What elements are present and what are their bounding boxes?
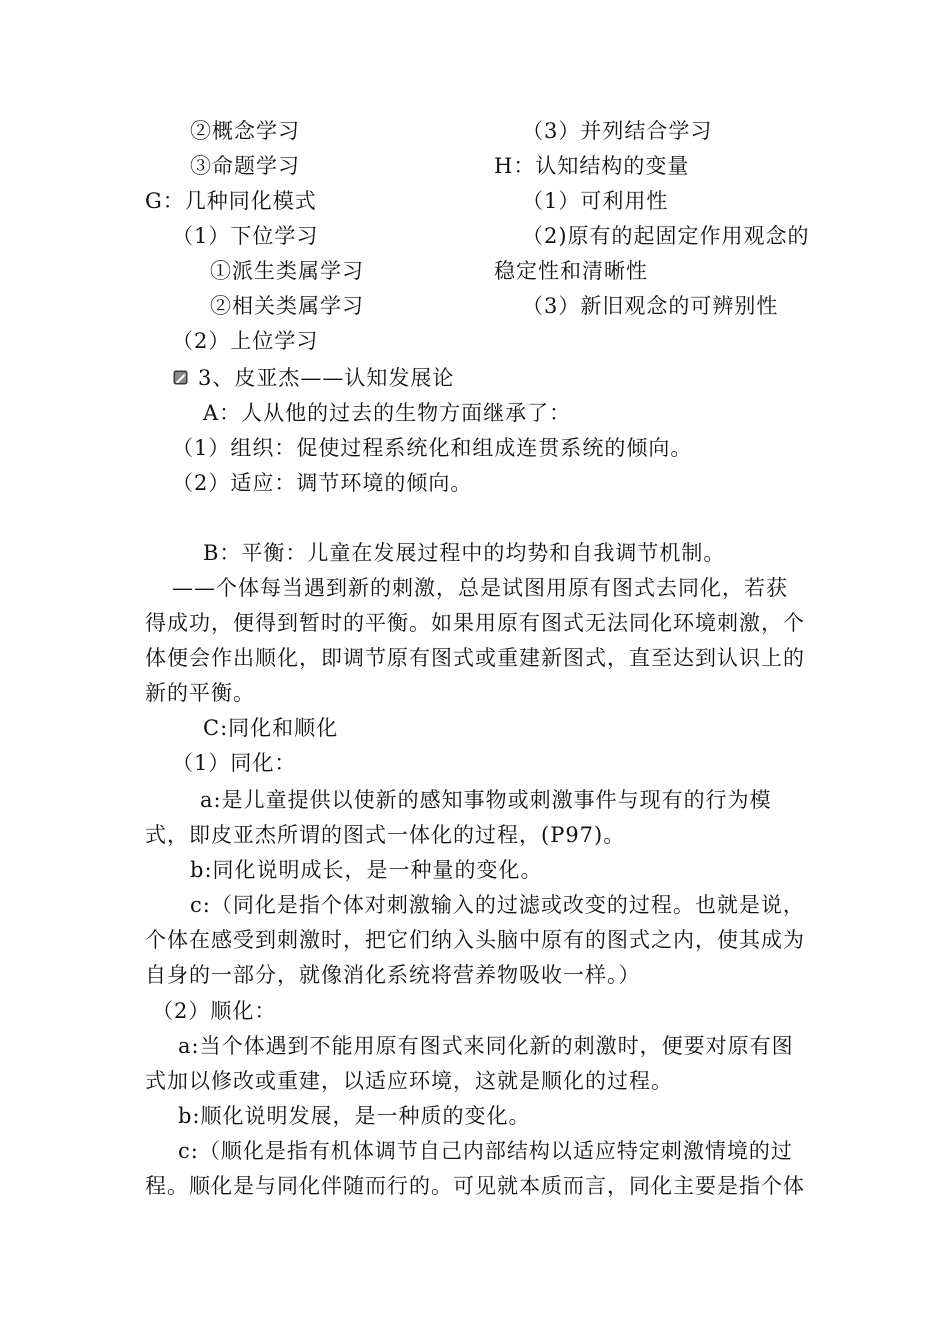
assimilation-a-line-2: 式，即皮亚杰所谓的图式一体化的过程，(P97)。: [145, 823, 626, 847]
cognitive-structure-variables-heading: H：认知结构的变量: [494, 154, 690, 178]
stability-clarity-line: 稳定性和清晰性: [494, 259, 648, 283]
discriminability-line: （3）新旧观念的可辨别性: [522, 294, 779, 318]
assimilation-c-line-3: 自身的一部分，就像消化系统将营养物吸收一样。）: [145, 963, 641, 987]
assimilation-accommodation-heading: C:同化和顺化: [203, 716, 339, 740]
accommodation-c-line-2: 程。顺化是与同化伴随而行的。可见就本质而言，同化主要是指个体: [145, 1174, 805, 1198]
equilibrium-paragraph-line-2: 得成功，便得到暂时的平衡。如果用原有图式无法同化环境刺激，个: [145, 611, 805, 635]
accommodation-c-line-1: c:（顺化是指有机体调节自己内部结构以适应特定刺激情境的过: [178, 1139, 793, 1163]
derivative-subsumption-line: ①派生类属学习: [210, 259, 364, 283]
assimilation-b-line: b:同化说明成长，是一种量的变化。: [190, 858, 543, 882]
proposition-learning-line: ③命题学习: [190, 154, 300, 178]
accommodation-a-line-1: a:当个体遇到不能用原有图式来同化新的刺激时，便要对原有图: [178, 1034, 794, 1058]
equilibrium-line: B：平衡：儿童在发展过程中的均势和自我调节机制。: [203, 541, 726, 565]
assimilation-c-line-1: c:（同化是指个体对刺激输入的过滤或改变的过程。也就是说，: [190, 893, 805, 917]
accommodation-b-line: b:顺化说明发展，是一种质的变化。: [178, 1104, 531, 1128]
equilibrium-paragraph-line-1: ——个体每当遇到新的刺激，总是试图用原有图式去同化，若获: [172, 576, 788, 600]
assimilation-subheading: （1）同化：: [172, 751, 297, 775]
availability-line: （1）可利用性: [522, 189, 669, 213]
equilibrium-paragraph-line-3: 体便会作出顺化，即调节原有图式或重建新图式，直至达到认识上的: [145, 646, 805, 670]
piaget-section-heading: 3、皮亚杰——认知发展论: [198, 366, 455, 390]
equilibrium-paragraph-line-4: 新的平衡。: [145, 681, 255, 705]
combinatorial-learning-line: （3）并列结合学习: [522, 119, 713, 143]
anchoring-idea-line: （2)原有的起固定作用观念的: [522, 224, 810, 248]
pencil-bullet-icon: [173, 370, 188, 385]
adaptation-line: （2）适应：调节环境的倾向。: [172, 471, 473, 495]
concept-learning-line: ②概念学习: [190, 119, 300, 143]
inheritance-line: A：人从他的过去的生物方面继承了：: [203, 401, 572, 425]
organization-line: （1）组织：促使过程系统化和组成连贯系统的倾向。: [172, 436, 693, 460]
accommodation-a-line-2: 式加以修改或重建，以适应环境，这就是顺化的过程。: [145, 1069, 673, 1093]
assimilation-c-line-2: 个体在感受到刺激时，把它们纳入头脑中原有的图式之内，使其成为: [145, 928, 805, 952]
superordinate-learning-line: （2）上位学习: [172, 329, 319, 353]
assimilation-a-line-1: a:是儿童提供以使新的感知事物或刺激事件与现有的行为模: [200, 788, 772, 812]
correlative-subsumption-line: ②相关类属学习: [210, 294, 364, 318]
accommodation-subheading: （2）顺化：: [152, 999, 277, 1023]
subordinate-learning-line: （1）下位学习: [172, 224, 319, 248]
assimilation-modes-heading: G：几种同化模式: [145, 189, 317, 213]
